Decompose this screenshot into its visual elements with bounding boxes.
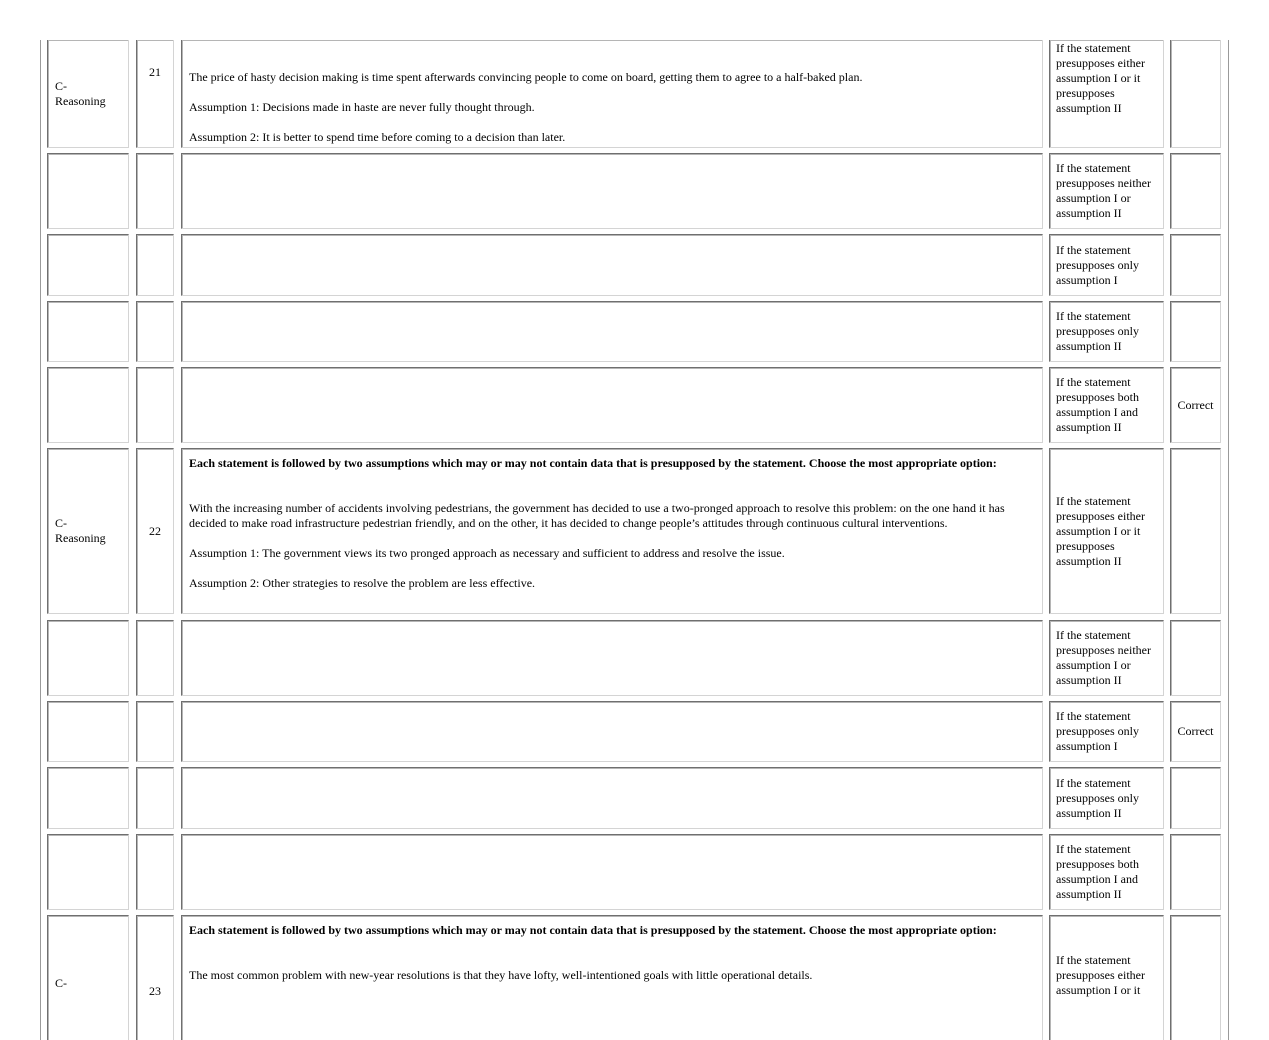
category-cell [47,301,129,362]
category-cell [47,367,129,443]
question-number-cell [136,701,174,762]
option-cell [1049,367,1164,443]
table-row [40,234,1230,296]
statement-text: The price of hasty decision making is time spent afterwards convincing people to come on board, getting them to agree to a half-baked plan. [189,70,863,84]
instruction-text: Each statement is followed by two assumptions which may or may not contain data that is presupposed by the statement. Choose the most appropriate option: [189,923,997,937]
question-body [182,916,1042,990]
question-cell [181,767,1043,829]
table-row [40,915,1230,1040]
question-cell [181,834,1043,910]
question-table [40,40,1230,1040]
result-cell [1170,367,1221,443]
category-cell [47,915,129,1040]
question-cell [181,234,1043,296]
question-number-cell [136,767,174,829]
question-number: 23 [149,984,161,998]
question-number-cell [136,234,174,296]
option-cell [1049,915,1164,1040]
result-cell [1170,234,1221,296]
question-number: 21 [149,65,161,79]
result-cell [1170,767,1221,829]
assumption-2-text: Assumption 2: It is better to spend time before coming to a decision than later. [189,130,566,144]
question-cell [181,448,1043,614]
option-text: If the statement presupposes either assumption I or it presupposes assumption II [1056,41,1145,115]
option-cell [1049,448,1164,614]
question-body [182,40,1042,152]
category-cell [47,448,129,614]
question-number-cell [136,915,174,1040]
question-number-cell [136,301,174,362]
question-number-cell [136,448,174,614]
result-cell [1170,448,1221,614]
statement-text: With the increasing number of accidents involving pedestrians, the government has decided to use a two-pronged approach to resolve this problem: on the one hand it has decided to make road infrastructure pedestrian friendly, and on the other, it has decided to change people’s attitudes through continuous cultural interventions. [189,501,1005,530]
option-cell [1049,620,1164,696]
question-cell [181,620,1043,696]
table-row [40,153,1230,229]
option-text: If the statement presupposes both assumption I and assumption II [1056,842,1139,901]
category-cell [47,767,129,829]
question-cell [181,701,1043,762]
option-text: If the statement presupposes neither assumption I or assumption II [1056,628,1151,687]
table-row [40,834,1230,910]
table-row [40,40,1230,148]
result-cell [1170,915,1221,1040]
category-label: C- Reasoning [55,78,106,108]
option-text: If the statement presupposes either assumption I or it [1056,953,1145,997]
table-row [40,620,1230,696]
result-cell [1170,40,1221,148]
question-number-cell [136,153,174,229]
option-text: If the statement presupposes neither assumption I or assumption II [1056,161,1151,220]
category-label: C- [55,976,67,990]
category-cell [47,834,129,910]
table-row [40,701,1230,762]
question-number-cell [136,620,174,696]
result-cell [1170,701,1221,762]
result-cell [1170,620,1221,696]
question-cell [181,367,1043,443]
question-number-cell [136,834,174,910]
category-cell [47,40,129,148]
category-cell [47,153,129,229]
table-row [40,367,1230,443]
question-cell [181,915,1043,1040]
question-cell [181,301,1043,362]
question-cell [181,153,1043,229]
question-cell [181,40,1043,148]
option-text: If the statement presupposes only assumption II [1056,775,1139,820]
instruction-text: Each statement is followed by two assumptions which may or may not contain data that is presupposed by the statement. Choose the most appropriate option: [189,456,997,470]
category-cell [47,620,129,696]
option-cell [1049,767,1164,829]
option-cell [1049,834,1164,910]
question-number: 22 [149,523,161,538]
table-row [40,301,1230,362]
category-label: C- Reasoning [55,516,106,545]
statement-text: The most common problem with new-year resolutions is that they have lofty, well-intentioned goals with little operational details. [189,968,813,982]
category-cell [47,234,129,296]
option-cell [1049,40,1164,148]
option-cell [1049,153,1164,229]
option-text: If the statement presupposes only assumption II [1056,309,1139,353]
assumption-1-text: Assumption 1: Decisions made in haste are never fully thought through. [189,100,535,114]
question-number-cell [136,367,174,443]
option-cell [1049,234,1164,296]
table-row [40,448,1230,614]
result-cell [1170,301,1221,362]
option-text: If the statement presupposes only assumption I [1056,242,1139,287]
question-number-cell [136,40,174,148]
table-row [40,767,1230,829]
option-text: If the statement presupposes either assumption I or it presupposes assumption II [1056,493,1145,568]
result-text: Correct [1177,724,1214,738]
result-cell [1170,834,1221,910]
result-cell [1170,153,1221,229]
question-body [182,449,1042,598]
assumption-2-text: Assumption 2: Other strategies to resolve the problem are less effective. [189,576,536,590]
option-text: If the statement presupposes only assumption I [1056,709,1139,753]
option-text: If the statement presupposes both assumption I and assumption II [1056,375,1139,434]
result-text: Correct [1177,397,1214,412]
category-cell [47,701,129,762]
assumption-1-text: Assumption 1: The government views its two pronged approach as necessary and sufficient to address and resolve the issue. [189,546,785,560]
option-cell [1049,301,1164,362]
option-cell [1049,701,1164,762]
